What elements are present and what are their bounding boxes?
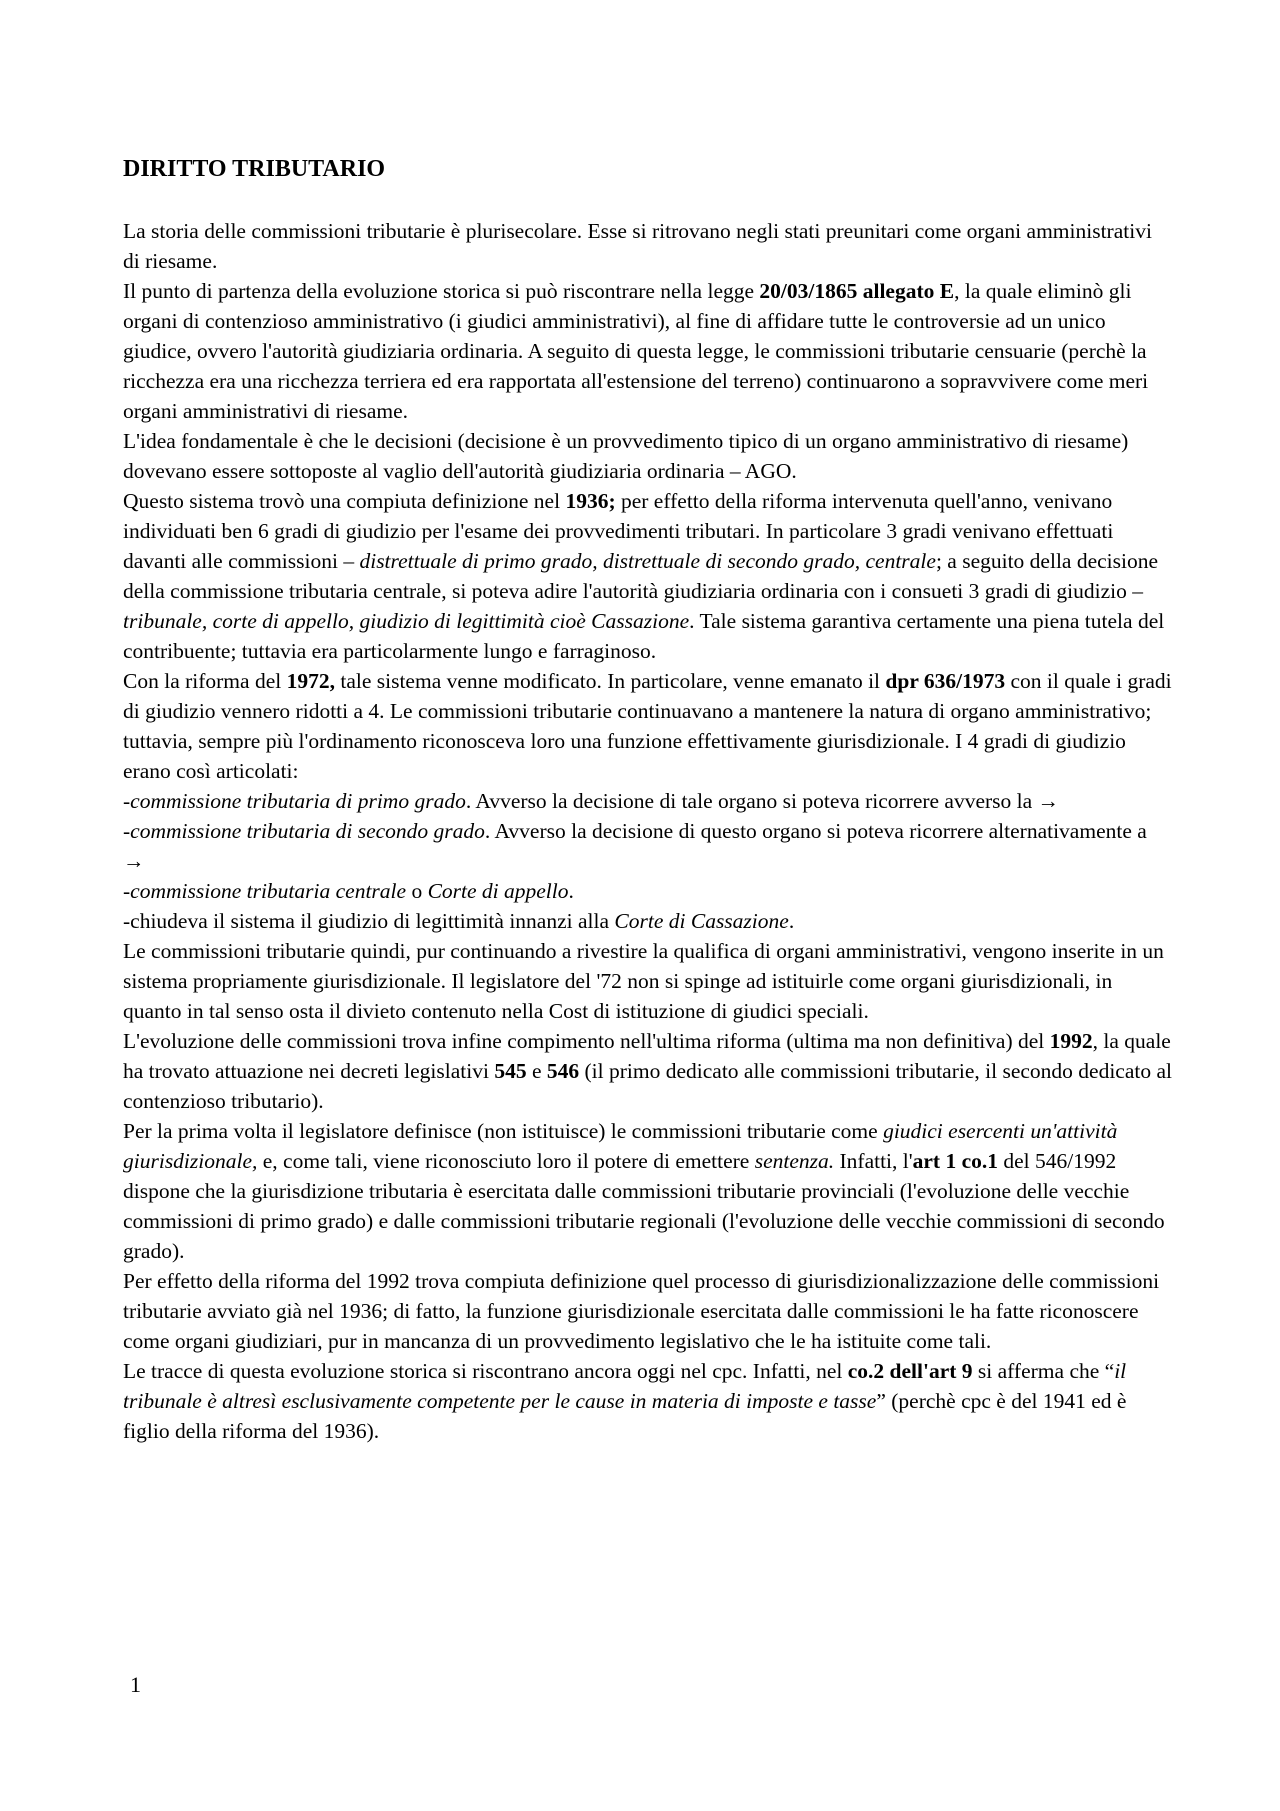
paragraph-commissions <box>123 936 1173 1026</box>
document-body <box>123 216 1173 1446</box>
emphasis-law-1865: 20/03/1865 allegato E <box>759 279 955 303</box>
text: per effetto della riforma intervenuta quell'anno, venivano individuati ben 6 gradi di giudizio per l'esame dei provvedimenti tributari. In particolare 3 gradi venivano effettuati davanti alle commissioni – <box>123 489 1114 573</box>
text: . Tale sistema garantiva certamente una piena tutela del contribuente; tuttavia era particolarmente lungo e farraginoso. <box>123 609 1165 663</box>
paragraph-1936 <box>123 486 1173 666</box>
paragraph-effect <box>123 1266 1173 1356</box>
italic-quote: il tribunale è altresì esclusivamente competente per le cause in materia di imposte e tasse <box>123 1359 1127 1413</box>
text: - <box>123 789 131 813</box>
italic-text: Corte di appello <box>427 879 569 903</box>
emphasis-art9: co.2 dell'art 9 <box>847 1359 973 1383</box>
text: . <box>788 909 795 933</box>
text: Le commissioni tributarie quindi, pur continuando a rivestire la qualifica di organi amministrativi, vengono inserite in un sistema propriamente giurisdizionale. Il legislatore del '72 non si spinge ad istituirle come organi giurisdizionali, in quanto in tal senso osta il divieto contenuto nella Cost di istituzione di giudici speciali. <box>123 939 1164 1023</box>
paragraph-idea <box>123 426 1173 486</box>
list-item-second-grade <box>123 816 1173 876</box>
list-item-central <box>123 876 1173 906</box>
emphasis-1936: 1936; <box>565 489 616 513</box>
text: (il primo dedicato alle commissioni tributarie, il secondo dedicato al contenzioso tributario). <box>123 1059 1173 1113</box>
text: Infatti, l' <box>834 1149 913 1173</box>
text: o <box>406 879 428 903</box>
text: L'evoluzione delle commissioni trova infine compimento nell'ultima riforma (ultima ma non definitiva) del <box>123 1029 1050 1053</box>
text: Per effetto della riforma del 1992 trova compiuta definizione quel processo di giurisdizionalizzazione delle commissioni tributarie avviato già nel 1936; di fatto, la funzione giurisdizionale esercitata dalle commissioni le ha fatte riconoscere come organi giudiziari, pur in mancanza di un provvedimento legislativo che le ha istituite come tali. <box>123 1269 1160 1353</box>
text: . <box>568 879 574 903</box>
italic-text: commissione tributaria di primo grado <box>130 789 466 813</box>
text: , la quale eliminò gli organi di contenzioso amministrativo (i giudici amministrativi), al fine di affidare tutte le controversie ad un unico giudice, ovvero l'autorità giudiziaria ordinaria. A seguito di questa legge, le commissioni tributarie censuarie (perchè la ricchezza era una ricchezza terriera ed era rapportata all'estensione del terreno) continuarono a sopravvivere come meri organi amministrativi di riesame. <box>123 279 1149 423</box>
text: . Avverso la decisione di questo organo si poteva ricorrere alternativamente a → <box>123 819 1147 873</box>
text: - <box>123 819 131 843</box>
list-item-first-grade <box>123 786 1173 816</box>
emphasis-art1: art 1 co.1 <box>912 1149 999 1173</box>
emphasis-1972: 1972, <box>286 669 335 693</box>
text: Con la riforma del <box>123 669 287 693</box>
text: Per la prima volta il legislatore definisce (non istituisce) le commissioni tributarie come <box>123 1119 884 1143</box>
italic-text: giudici esercenti un'attività giurisdizionale, <box>123 1119 1118 1173</box>
text: . Avverso la decisione di tale organo si poteva ricorrere avverso la → <box>465 789 1060 813</box>
text: La storia delle commissioni tributarie è plurisecolare. Esse si ritrovano negli stati preunitari come organi amministrativi di riesame. <box>123 219 1152 273</box>
text: L'idea fondamentale è che le decisioni (decisione è un provvedimento tipico di un organo amministrativo di riesame) dovevano essere sottoposte al vaglio dell'autorità giudiziaria ordinaria – AGO. <box>123 429 1129 483</box>
paragraph-traces <box>123 1356 1173 1446</box>
list-item-cassazione <box>123 906 1173 936</box>
italic-text: commissione tributaria di secondo grado <box>130 819 485 843</box>
text: e, come tali, viene riconosciuto loro il potere di emettere <box>257 1149 755 1173</box>
emphasis-1992: 1992 <box>1049 1029 1093 1053</box>
emphasis-545: 545 <box>494 1059 527 1083</box>
page-number: 1 <box>130 1672 141 1697</box>
text: Le tracce di questa evoluzione storica si riscontrano ancora oggi nel cpc. Infatti, nel <box>123 1359 848 1383</box>
paragraph-intro <box>123 216 1173 276</box>
text: e <box>526 1059 547 1083</box>
italic-text: commissione tributaria centrale <box>130 879 407 903</box>
text: ” (perchè cpc è del 1941 ed è figlio della riforma del 1936). <box>123 1389 1127 1443</box>
text: del 546/1992 dispone che la giurisdizione tributaria è esercitata dalle commissioni tributarie provinciali (l'evoluzione delle vecchie commissioni di primo grado) e dalle commissioni tributarie regionali (l'evoluzione delle vecchie commissioni di secondo grado). <box>123 1149 1165 1263</box>
text: si afferma che “ <box>972 1359 1115 1383</box>
italic-courts: tribunale, corte di appello, giudizio di legittimità cioè Cassazione <box>123 609 690 633</box>
document-title: DIRITTO TRIBUTARIO <box>123 156 386 182</box>
text: -chiudeva il sistema il giudizio di legittimità innanzi alla <box>123 909 615 933</box>
paragraph-1972 <box>123 666 1173 786</box>
text: - <box>123 879 131 903</box>
emphasis-dpr: dpr 636/1973 <box>885 669 1006 693</box>
emphasis-546: 546 <box>546 1059 580 1083</box>
text: , la quale ha trovato attuazione nei decreti legislativi <box>123 1029 1171 1083</box>
paragraph-1865 <box>123 276 1173 426</box>
text: tale sistema venne modificato. In particolare, venne emanato il <box>334 669 886 693</box>
text: Questo sistema trovò una compiuta definizione nel <box>123 489 566 513</box>
italic-text: sentenza. <box>754 1149 835 1173</box>
text: ; a seguito della decisione della commissione tributaria centrale, si poteva adire l'autorità giudiziaria ordinaria con i consueti 3 gradi di giudizio – <box>123 549 1159 603</box>
text: Il punto di partenza della evoluzione storica si può riscontrare nella legge <box>123 279 760 303</box>
italic-commissions: distrettuale di primo grado, distrettuale di secondo grado, centrale <box>359 549 936 573</box>
paragraph-first-time <box>123 1116 1173 1266</box>
italic-text: Corte di Cassazione <box>614 909 789 933</box>
text: con il quale i gradi di giudizio vennero ridotti a 4. Le commissioni tributarie continuavano a mantenere la natura di organo amministrativo; tuttavia, sempre più l'ordinamento riconosceva loro una funzione effettivamente giurisdizionale. I 4 gradi di giudizio erano così articolati: <box>123 669 1172 783</box>
paragraph-1992 <box>123 1026 1173 1116</box>
